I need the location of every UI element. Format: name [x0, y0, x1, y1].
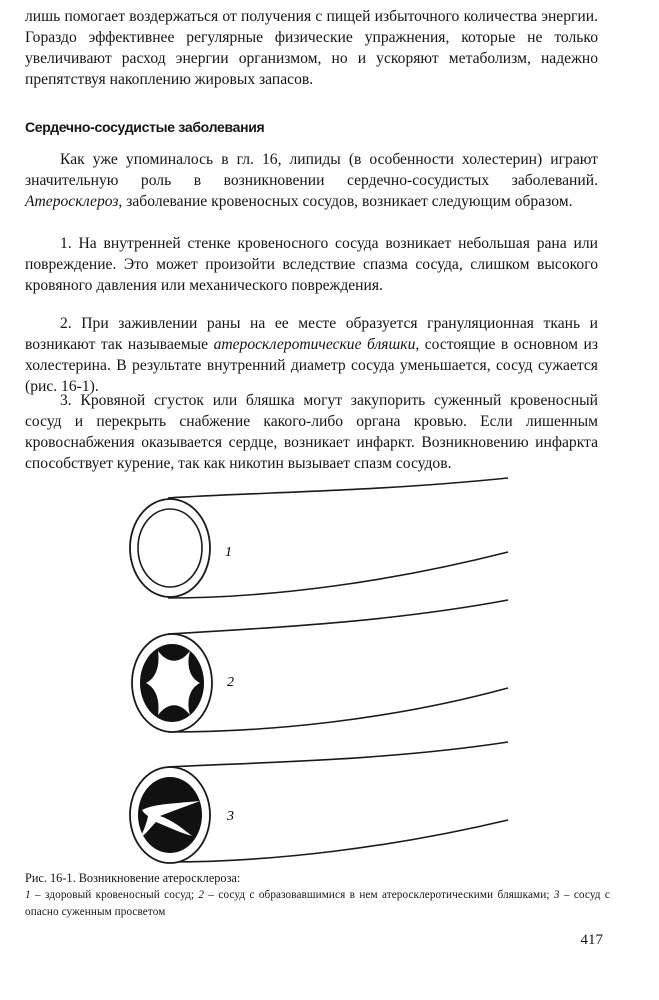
vessel-1-healthy — [130, 478, 508, 598]
step-2-paragraph — [25, 313, 598, 397]
step-2-term: атеросклеротические бляшки — [213, 336, 416, 353]
vessel-3-narrowed — [130, 742, 508, 863]
intro-text-2: , заболевание кровеносных сосудов, возникает следующим образом. — [118, 193, 573, 210]
section-heading: Сердечно-сосудистые заболевания — [25, 119, 265, 135]
intro-paragraph — [25, 149, 598, 212]
caption-text-2: – сосуд с образовавшимися в нем атеросклеротическими бляшками; — [204, 889, 554, 901]
caption-text-3: – сосуд с опасно суженным просветом — [25, 889, 610, 918]
figure-label-2: 2 — [227, 675, 234, 690]
caption-num-3: 3 — [553, 889, 560, 901]
figure-label-1: 1 — [225, 545, 232, 560]
intro-text-1: Как уже упоминалось в гл. 16, липиды (в особенности холестерин) играют значительную роль в возникновении сердечно-сосудистых заболеваний. — [25, 151, 598, 189]
vessel-2-plaques — [132, 600, 508, 732]
atherosclerosis-figure — [120, 470, 510, 865]
page-number: 417 — [580, 932, 603, 948]
step-2-text-1: 2. При заживлении раны на ее месте образуется грануляционная ткань и возникают так называемые — [25, 315, 598, 353]
intro-term: Атеросклероз — [25, 193, 119, 210]
step-3-paragraph: 3. Кровяной сгусток или бляшка могут закупорить суженный кровеносный сосуд и перекрыть снабжение какого-либо органа кровью. Если лишенным кровоснабжения оказывается сердце, возникает инфаркт. Возникновению инфаркта способствует курение, так как никотин вызывает спазм сосудов. — [25, 392, 598, 472]
figure-label-3: 3 — [227, 809, 234, 824]
caption-text-1: – здоровый кровеносный сосуд; — [30, 889, 199, 901]
caption-num-2: 2 — [198, 889, 205, 901]
caption-num-1: 1 — [25, 889, 31, 901]
figure-caption — [25, 870, 610, 921]
caption-body — [25, 887, 610, 921]
step-1-paragraph: 1. На внутренней стенке кровеносного сосуда возникает небольшая рана или повреждение. Это может произойти вследствие спазма сосуда, слишком высокого кровяного давления или механического повреждения. — [25, 235, 598, 294]
step-2-text-2: , состоящие в основном из холестерина. В результате внутренний диаметр сосуда уменьшается, сосуд сужается (рис. 16-1). — [25, 336, 598, 395]
top-paragraph: лишь помогает воздержаться от получения с пищей избыточного количества энергии. Гораздо эффективнее регулярные физические упражнения, которые не только увеличивают расход энергии организмом, но и ускоряют метаболизм, надежно препятствуя накоплению жировых запасов. — [25, 8, 598, 88]
caption-title: Рис. 16-1. Возникновение атеросклероза: — [25, 871, 241, 885]
